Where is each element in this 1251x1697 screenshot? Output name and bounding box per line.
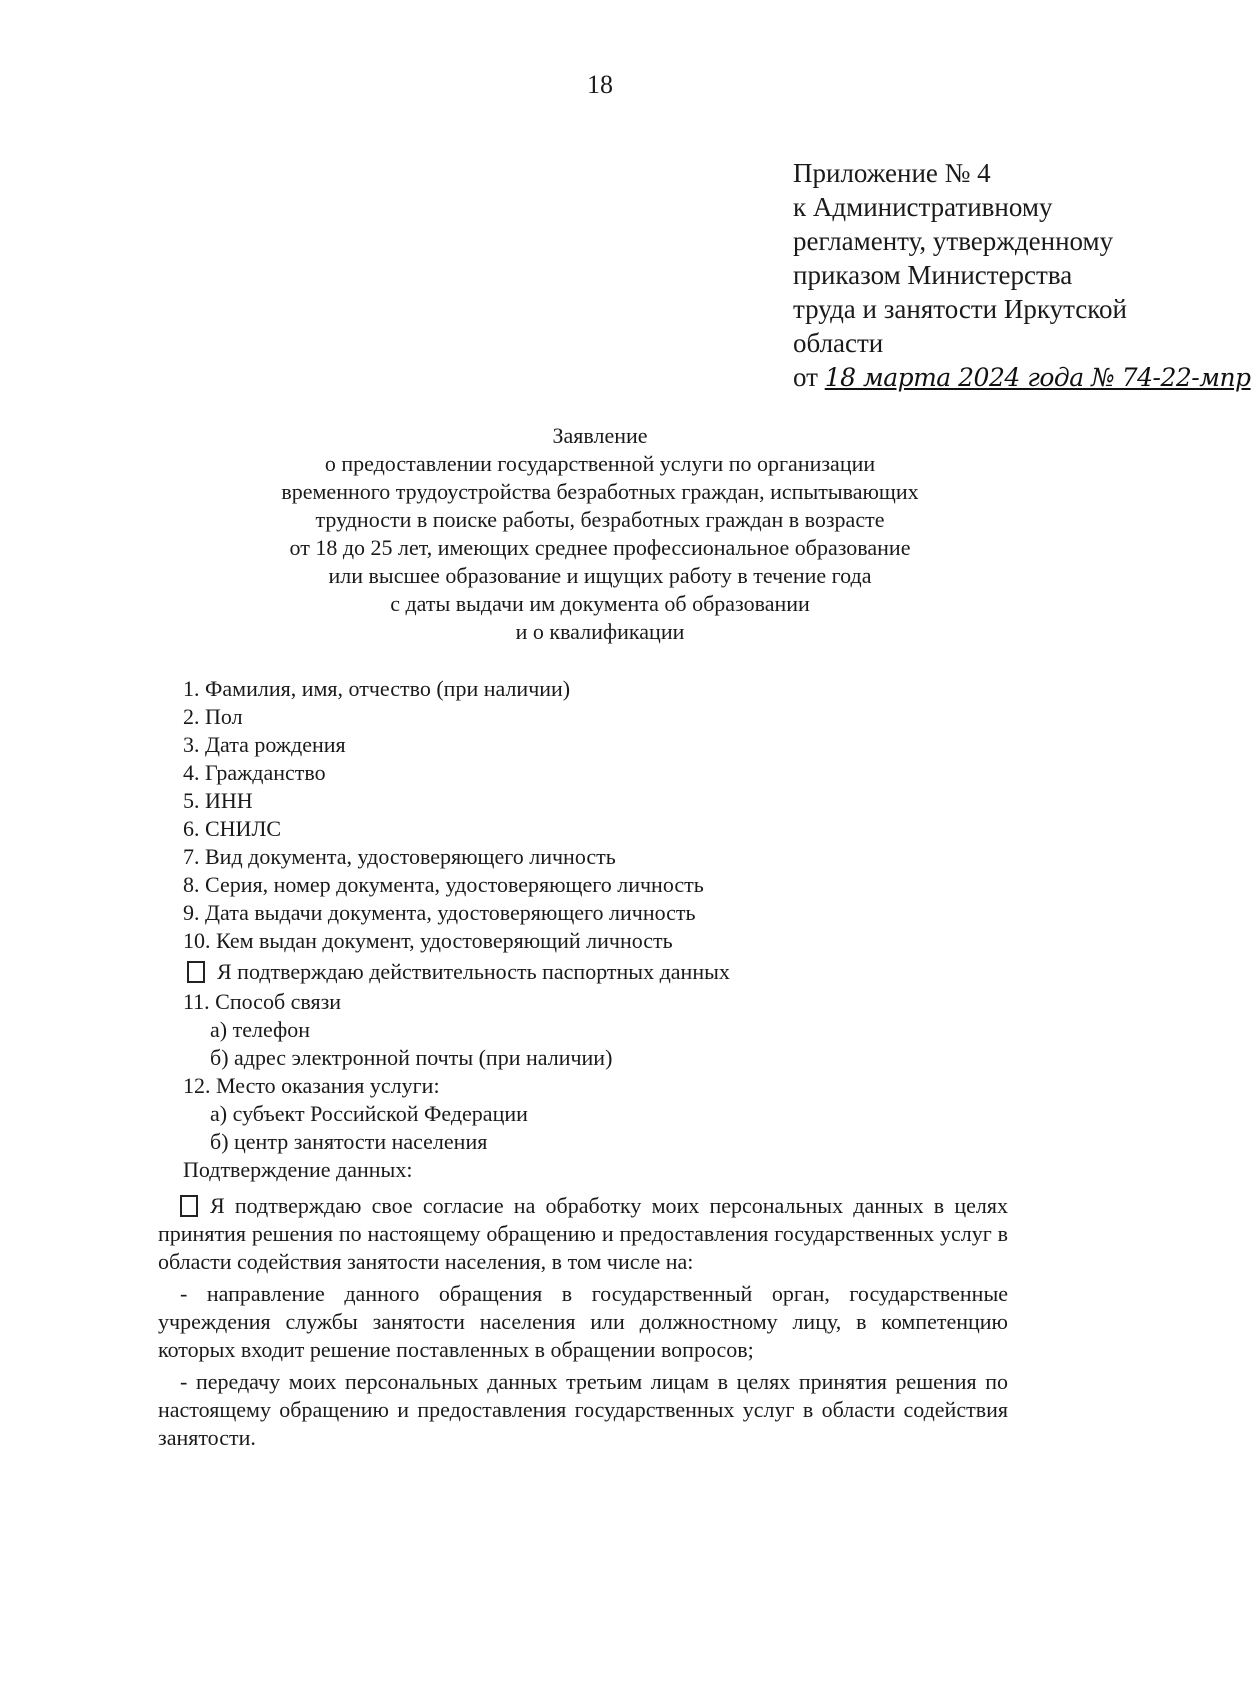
- field-id-doc-number: 8. Серия, номер документа, удостоверяющего личность: [183, 872, 704, 897]
- field-contact-phone: а) телефон: [210, 1017, 311, 1042]
- field-citizenship: 4. Гражданство: [183, 760, 326, 785]
- passport-confirm-label: Я подтверждаю действительность паспортных данных: [217, 959, 730, 984]
- field-inn: 5. ИНН: [183, 788, 253, 813]
- heading-line: трудности в поиске работы, безработных граждан в возрасте: [315, 507, 885, 532]
- appendix-line: приказом Министерства: [793, 260, 1073, 290]
- consent-item: - направление данного обращения в государственный орган, государственные учреждения службы занятости населения или должностному лицу, в компетенцию которых входит решение поставленных в обращении вопросов;: [158, 1281, 1008, 1362]
- heading-line: и о квалификации: [515, 619, 685, 644]
- passport-confirm-row: [187, 959, 730, 985]
- field-id-doc-type: 7. Вид документа, удостоверяющего личность: [183, 844, 616, 869]
- field-service-region: а) субъект Российской Федерации: [210, 1101, 528, 1126]
- appendix-date-line: [793, 360, 1251, 395]
- appendix-line: Приложение № 4: [793, 158, 991, 188]
- document-title: Заявление: [552, 423, 648, 448]
- page-number: 18: [587, 70, 613, 99]
- heading-line: о предоставлении государственной услуги по организации: [324, 451, 876, 476]
- field-snils: 6. СНИЛС: [183, 816, 282, 841]
- passport-confirm-checkbox[interactable]: [187, 961, 205, 983]
- consent-item: - передачу моих персональных данных третьим лицам в целях принятия решения по настоящему обращению и предоставления государственных услуг в области содействия занятости.: [158, 1369, 1008, 1450]
- appendix-line: регламенту, утвержденному: [793, 226, 1114, 256]
- heading-line: или высшее образование и ищущих работу в течение года: [328, 563, 872, 588]
- field-contact-method: 11. Способ связи: [183, 989, 342, 1014]
- consent-checkbox[interactable]: [180, 1195, 198, 1217]
- consent-main-paragraph: [158, 1192, 1008, 1276]
- heading-line: с даты выдачи им документа об образовании: [390, 591, 810, 616]
- date-prefix: от: [793, 362, 818, 392]
- appendix-line: труда и занятости Иркутской: [793, 294, 1127, 324]
- field-birth-date: 3. Дата рождения: [183, 732, 346, 757]
- field-id-doc-issuer: 10. Кем выдан документ, удостоверяющий личность: [183, 928, 673, 953]
- field-gender: 2. Пол: [183, 704, 243, 729]
- field-service-center: б) центр занятости населения: [210, 1129, 488, 1154]
- consent-block: [158, 1192, 1008, 1452]
- field-id-doc-issue-date: 9. Дата выдачи документа, удостоверяющего личность: [183, 900, 696, 925]
- appendix-block: [793, 156, 1251, 395]
- heading-line: от 18 до 25 лет, имеющих среднее профессиональное образование: [289, 535, 911, 560]
- handwritten-date: 18 марта 2024 года № 74-22-мпр: [824, 363, 1251, 392]
- field-contact-email: б) адрес электронной почты (при наличии): [210, 1045, 613, 1070]
- consent-main-text: Я подтверждаю свое согласие на обработку моих персональных данных в целях принятия решения по настоящему обращению и предоставления государственных услуг в области содействия занятости населения, в том числе на:: [158, 1193, 1008, 1274]
- heading-line: временного трудоустройства безработных граждан, испытывающих: [281, 479, 919, 504]
- document-heading: [0, 422, 1200, 646]
- confirm-data-title: Подтверждение данных:: [183, 1157, 413, 1182]
- field-full-name: 1. Фамилия, имя, отчество (при наличии): [183, 676, 571, 701]
- field-service-place: 12. Место оказания услуги:: [183, 1073, 440, 1098]
- appendix-line: к Административному: [793, 192, 1053, 222]
- appendix-line: области: [793, 328, 884, 358]
